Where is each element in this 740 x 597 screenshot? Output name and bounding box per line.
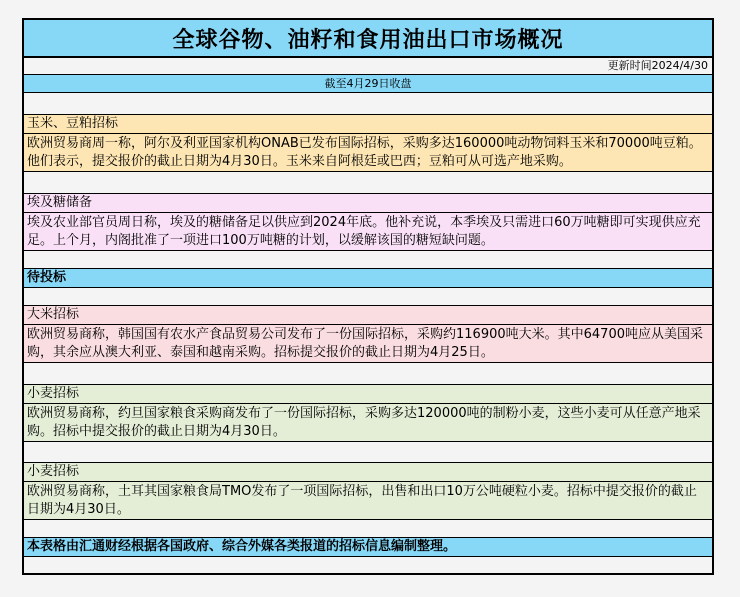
section-head-wheat-turkey: 小麦招标 xyxy=(24,463,712,482)
spacer-row xyxy=(24,442,712,463)
spacer-row xyxy=(24,172,712,194)
spacer-row xyxy=(24,520,712,538)
market-overview-table xyxy=(22,18,714,575)
spacer-row xyxy=(24,363,712,385)
section-head-wheat-jordan: 小麦招标 xyxy=(24,385,712,404)
spacer-row xyxy=(24,288,712,306)
pending-tenders-head: 待投标 xyxy=(24,269,712,288)
section-body-wheat-jordan: 欧洲贸易商称，约旦国家粮食采购商发布了一份国际招标，采购多达120000吨的制粉小麦，这些小麦可从任意产地采购。招标中提交报价的截止日期为4月30日。 xyxy=(24,404,712,442)
section-head-corn-soymeal: 玉米、豆粕招标 xyxy=(24,115,712,134)
page-title: 全球谷物、油籽和食用油出口市场概况 xyxy=(24,20,712,58)
section-head-rice-tender: 大米招标 xyxy=(24,306,712,325)
section-body-egypt-sugar: 埃及农业部官员周日称，埃及的糖储备足以供应到2024年底。他补充说，本季埃及只需进口60万吨糖即可实现供应充足。上个月，内阁批准了一项进口100万吨糖的计划，以缓解该国的糖短缺问题。 xyxy=(24,213,712,251)
footer-note: 本表格由汇通财经根据各国政府、综合外媒各类报道的招标信息编制整理。 xyxy=(24,538,712,557)
spacer-row xyxy=(24,251,712,269)
section-head-egypt-sugar: 埃及糖储备 xyxy=(24,194,712,213)
section-body-rice-tender: 欧洲贸易商称，韩国国有农水产食品贸易公司发布了一份国际招标，采购约116900吨大米。其中64700吨应从美国采购，其余应从澳大利亚、泰国和越南采购。招标提交报价的截止日期为4月25日。 xyxy=(24,325,712,363)
cutoff-note: 截至4月29日收盘 xyxy=(24,75,712,93)
section-body-wheat-turkey: 欧洲贸易商称，土耳其国家粮食局TMO发布了一项国际招标，出售和出口10万公吨硬粒小麦。招标中提交报价的截止日期为4月30日。 xyxy=(24,482,712,520)
spacer-row xyxy=(24,93,712,115)
update-time: 更新时间2024/4/30 xyxy=(24,58,712,75)
section-body-corn-soymeal: 欧洲贸易商周一称，阿尔及利亚国家机构ONAB已发布国际招标，采购多达160000吨动物饲料玉米和70000吨豆粕。他们表示，提交报价的截止日期为4月30日。玉米来自阿根廷或巴西；豆粕可从可选产地采购。 xyxy=(24,134,712,172)
